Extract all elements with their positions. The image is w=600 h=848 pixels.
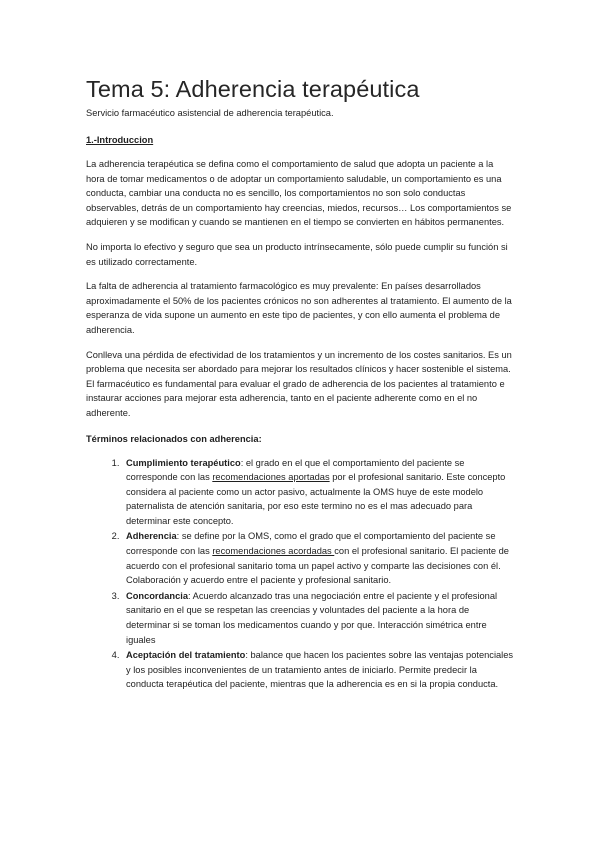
page-title: Tema 5: Adherencia terapéutica <box>86 76 420 102</box>
term-label: Cumplimiento terapéutico <box>126 457 241 468</box>
term-item-aceptacion <box>122 648 514 692</box>
paragraph-3: La falta de adherencia al tratamiento farmacológico es muy prevalente: En países desarrollados aproximadamente el 50% de los pacientes crónicos no son adherentes al tratamiento. El aumento de la esperanza de vida supone un aumento en este tipo de pacientes, y con ello aumenta el problema de adherencia. <box>86 281 512 335</box>
term-item-cumplimiento <box>122 456 514 529</box>
term-label: Adherencia <box>126 531 177 542</box>
term-separator: : <box>188 590 193 601</box>
paragraph-2: No importa lo efectivo y seguro que sea un producto intrínsecamente, sólo puede cumplir su función si es utilizado correctamente. <box>86 241 508 267</box>
terms-heading: Términos relacionados con adherencia: <box>86 433 262 444</box>
term-label: Aceptación del tratamiento <box>126 650 246 661</box>
subtitle: Servicio farmacéutico asistencial de adherencia terapéutica. <box>86 108 334 118</box>
term-label: Concordancia <box>126 590 188 601</box>
section-heading-introduccion: 1.-Introduccion <box>86 135 154 145</box>
terms-list <box>86 456 514 693</box>
term-separator: : <box>176 531 182 542</box>
term-separator: : <box>245 650 251 661</box>
paragraph-1: La adherencia terapéutica se defina como el comportamiento de salud que adopta un paciente a la hora de tomar medicamentos o de adoptar un comportamiento saludable, un comportamiento es una conducta, cambiar una conducta no es sencillo, los comportamientos no son solo conductas observables, detrás de un comportamiento hay creencias, miedos, recursos… Los comportamientos se adquieren y se modifican y cuando se mantienen en el tiempo se convierten en hábitos permanentes. <box>86 159 512 228</box>
term-text-underlined: recomendaciones aportadas <box>212 472 330 483</box>
term-text-before: Acuerdo alcanzado tras una negociación entre el paciente y el profesional sanitario en el que se respetan las creencias y voluntades del paciente a la hora de determinar si se toman los medicamentos cuando y por que. Interacción simétrica entre iguales <box>126 590 498 645</box>
paragraph-4: Conlleva una pérdida de efectividad de los tratamientos y un incremento de los costes sanitarios. Es un problema que necesita ser abordado para mejorar los resultados clínicos y hacer sostenible el sistema. El farmacéutico es fundamental para evaluar el grado de adherencia de los pacientes al tratamiento e instaurar acciones para mejorar esta adherencia, tanto en el paciente adherente como en el no adherente. <box>86 349 512 418</box>
term-text-underlined: recomendaciones acordadas <box>212 546 335 557</box>
term-text-before: se define por la OMS, como el grado que el comportamiento del paciente se corresponde con las <box>126 531 496 557</box>
term-text-after: por el profesional sanitario. Este concepto considera al paciente como un actor pasivo, actualmente la OMS huye de este modelo paternalista de atención sanitaria, por eso este termino no es el mas adecuado para determinar este concepto. <box>126 472 506 526</box>
term-text-before: el grado en el que el comportamiento del paciente se corresponde con las <box>126 457 465 483</box>
term-text-before: balance que hacen los pacientes sobre las ventajas potenciales y los posibles inconvenientes de un tratamiento antes de iniciarlo. Permite predecir la conducta terapéutica del paciente, mientras que la adherencia es en si la propia conducta. <box>126 650 514 690</box>
term-item-concordancia <box>122 589 514 647</box>
term-item-adherencia <box>122 529 514 587</box>
term-separator: : <box>240 457 246 468</box>
term-text-after: con el profesional sanitario. El paciente de acuerdo con el profesional sanitario toma un papel activo y comparte las decisiones con él. Colaboración y acuerdo entre el paciente y profesional sanitario. <box>126 546 509 586</box>
